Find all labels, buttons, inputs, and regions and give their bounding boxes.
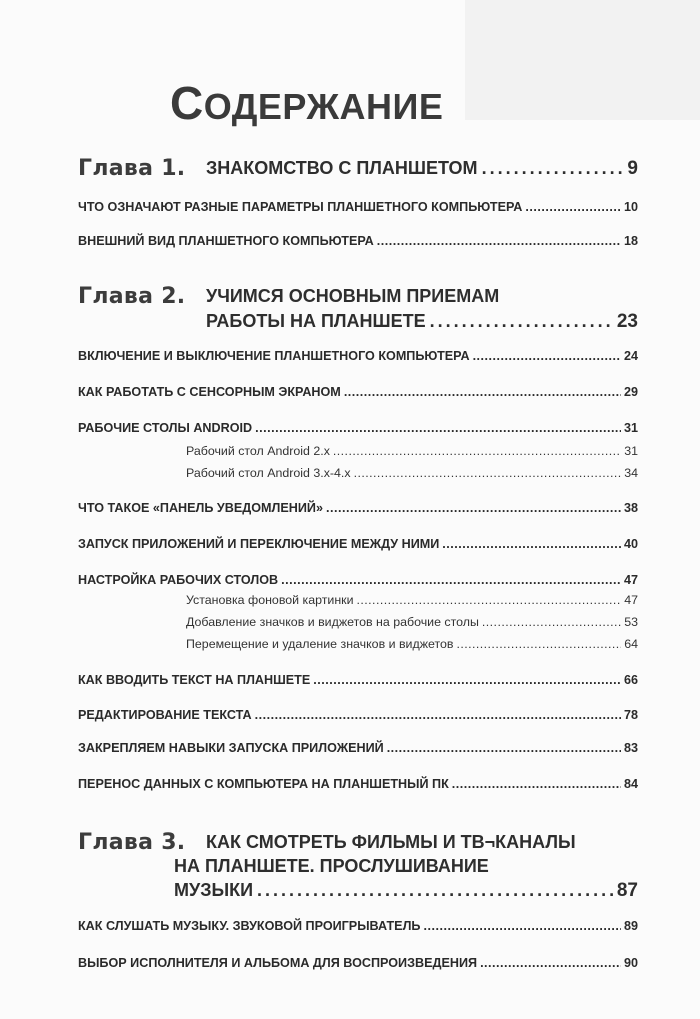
toc-entry-title: ПЕРЕНОС ДАННЫХ С КОМПЬЮТЕРА НА ПЛАНШЕТНЫЙ ПК	[78, 777, 449, 791]
page-title-rest: ОДЕРЖАНИЕ	[203, 86, 444, 127]
toc-entry[interactable]	[78, 349, 638, 363]
toc-entry-page: 18	[623, 234, 638, 248]
chapter-title: РАБОТЫ НА ПЛАНШЕТЕ	[206, 311, 426, 331]
toc-entry-page: 78	[623, 708, 638, 722]
toc-entry[interactable]	[78, 385, 638, 399]
dot-leader	[423, 919, 621, 933]
toc-entry-page: 24	[623, 349, 638, 363]
toc-entry-page: 10	[623, 200, 638, 214]
dot-leader	[473, 349, 621, 363]
toc-subentry-page: 47	[624, 593, 638, 607]
toc-subentry-page: 31	[624, 444, 638, 458]
toc-entry-title: ЗАКРЕПЛЯЕМ НАВЫКИ ЗАПУСКА ПРИЛОЖЕНИЙ	[78, 741, 384, 755]
toc-entry-page: 31	[623, 421, 638, 435]
toc-entry[interactable]	[78, 421, 638, 435]
chapter-label: Глава 1.	[78, 156, 186, 181]
toc-subentry-title: Рабочий стол Android 2.x	[186, 444, 330, 458]
chapter-title: МУЗЫКИ	[174, 880, 254, 900]
toc-entry-title: КАК СЛУШАТЬ МУЗЫКУ. ЗВУКОВОЙ ПРОИГРЫВАТЕЛЬ	[78, 919, 421, 933]
dot-leader	[430, 311, 613, 332]
toc-entry-page: 89	[623, 919, 638, 933]
toc-subentry-title: Установка фоновой картинки	[186, 593, 354, 607]
dot-leader	[442, 537, 621, 551]
dot-leader	[326, 501, 621, 515]
toc-entry[interactable]	[78, 919, 638, 933]
toc-entry-title: КАК ВВОДИТЬ ТЕКСТ НА ПЛАНШЕТЕ	[78, 673, 311, 687]
toc-subentry-title: Рабочий стол Android 3.x-4.x	[186, 466, 351, 480]
toc-entry-title: ЧТО ОЗНАЧАЮТ РАЗНЫЕ ПАРАМЕТРЫ ПЛАНШЕТНОГО КОМПЬЮТЕРА	[78, 200, 523, 214]
dot-leader	[456, 637, 621, 651]
toc-entry[interactable]	[78, 200, 638, 214]
toc-entry-title: ВКЛЮЧЕНИЕ И ВЫКЛЮЧЕНИЕ ПЛАНШЕТНОГО КОМПЬЮТЕРА	[78, 349, 470, 363]
dot-leader	[525, 200, 621, 214]
toc-entry-title: КАК РАБОТАТЬ С СЕНСОРНЫМ ЭКРАНОМ	[78, 385, 341, 399]
dot-leader	[344, 385, 621, 399]
toc-entry-page: 84	[623, 777, 638, 791]
toc-subentry-page: 53	[624, 615, 638, 629]
dot-leader	[333, 444, 621, 458]
toc-subentry-page: 34	[624, 466, 638, 480]
dot-leader	[354, 466, 622, 480]
toc-subentry[interactable]	[186, 615, 638, 629]
dot-leader	[387, 741, 621, 755]
dot-leader	[313, 673, 621, 687]
page-title-initial: С	[170, 77, 204, 129]
chapter-title-line: НА ПЛАНШЕТЕ. ПРОСЛУШИВАНИЕ	[174, 856, 489, 876]
toc-entry-title: ВНЕШНИЙ ВИД ПЛАНШЕТНОГО КОМПЬЮТЕРА	[78, 234, 374, 248]
toc-entry[interactable]	[78, 501, 638, 515]
dot-leader	[257, 880, 613, 901]
toc-subentry[interactable]	[186, 637, 638, 651]
chapter-title-row	[206, 158, 638, 180]
chapter-page-number: 87	[616, 880, 638, 901]
dot-leader	[255, 708, 621, 722]
chapter-title-line: УЧИМСЯ ОСНОВНЫМ ПРИЕМАМ	[206, 286, 500, 306]
dot-leader	[452, 777, 621, 791]
dot-leader	[482, 615, 621, 629]
dot-leader	[357, 593, 622, 607]
toc-subentry[interactable]	[186, 593, 638, 607]
toc-entry-page: 83	[623, 741, 638, 755]
toc-entry[interactable]	[78, 741, 638, 755]
chapter-title-row	[174, 880, 638, 902]
dot-leader	[255, 421, 621, 435]
toc-entry-title: РЕДАКТИРОВАНИЕ ТЕКСТА	[78, 708, 252, 722]
toc-entry-page: 40	[623, 537, 638, 551]
toc-subentry[interactable]	[186, 466, 638, 480]
dot-leader	[482, 158, 624, 179]
toc-entry-page: 38	[623, 501, 638, 515]
chapter-page-number: 23	[616, 311, 638, 332]
page-title	[170, 76, 443, 130]
dot-leader	[377, 234, 621, 248]
toc-subentry-page: 64	[624, 637, 638, 651]
toc-entry[interactable]	[78, 708, 638, 722]
toc-entry-title: РАБОЧИЕ СТОЛЫ ANDROID	[78, 421, 253, 435]
page-show-through-tint	[465, 0, 700, 120]
chapter-title-line: КАК СМОТРЕТЬ ФИЛЬМЫ И ТВ¬КАНАЛЫ	[206, 832, 576, 852]
toc-entry-page: 47	[623, 573, 638, 587]
toc-entry-page: 90	[623, 956, 638, 970]
toc-entry[interactable]	[78, 956, 638, 970]
toc-entry-page: 66	[623, 673, 638, 687]
toc-entry[interactable]	[78, 234, 638, 248]
toc-subentry-title: Добавление значков и виджетов на рабочие столы	[186, 615, 479, 629]
toc-entry-page: 29	[623, 385, 638, 399]
toc-entry-title: ЗАПУСК ПРИЛОЖЕНИЙ И ПЕРЕКЛЮЧЕНИЕ МЕЖДУ НИМИ	[78, 537, 440, 551]
toc-subentry-title: Перемещение и удаление значков и виджетов	[186, 637, 454, 651]
toc-entry[interactable]	[78, 777, 638, 791]
chapter-label: Глава 2.	[78, 284, 186, 309]
toc-entry[interactable]	[78, 673, 638, 687]
toc-subentry[interactable]	[186, 444, 638, 458]
dot-leader	[480, 956, 621, 970]
chapter-title-row	[206, 311, 638, 333]
chapter-title: ЗНАКОМСТВО С ПЛАНШЕТОМ	[206, 158, 478, 178]
toc-entry-title: НАСТРОЙКА РАБОЧИХ СТОЛОВ	[78, 573, 279, 587]
toc-entry[interactable]	[78, 537, 638, 551]
toc-entry-title: ВЫБОР ИСПОЛНИТЕЛЯ И АЛЬБОМА ДЛЯ ВОСПРОИЗВЕДЕНИЯ	[78, 956, 478, 970]
toc-entry[interactable]	[78, 573, 638, 587]
chapter-label: Глава 3.	[78, 830, 186, 855]
dot-leader	[281, 573, 621, 587]
toc-entry-title: ЧТО ТАКОЕ «ПАНЕЛЬ УВЕДОМЛЕНИЙ»	[78, 501, 323, 515]
chapter-page-number: 9	[627, 158, 638, 179]
